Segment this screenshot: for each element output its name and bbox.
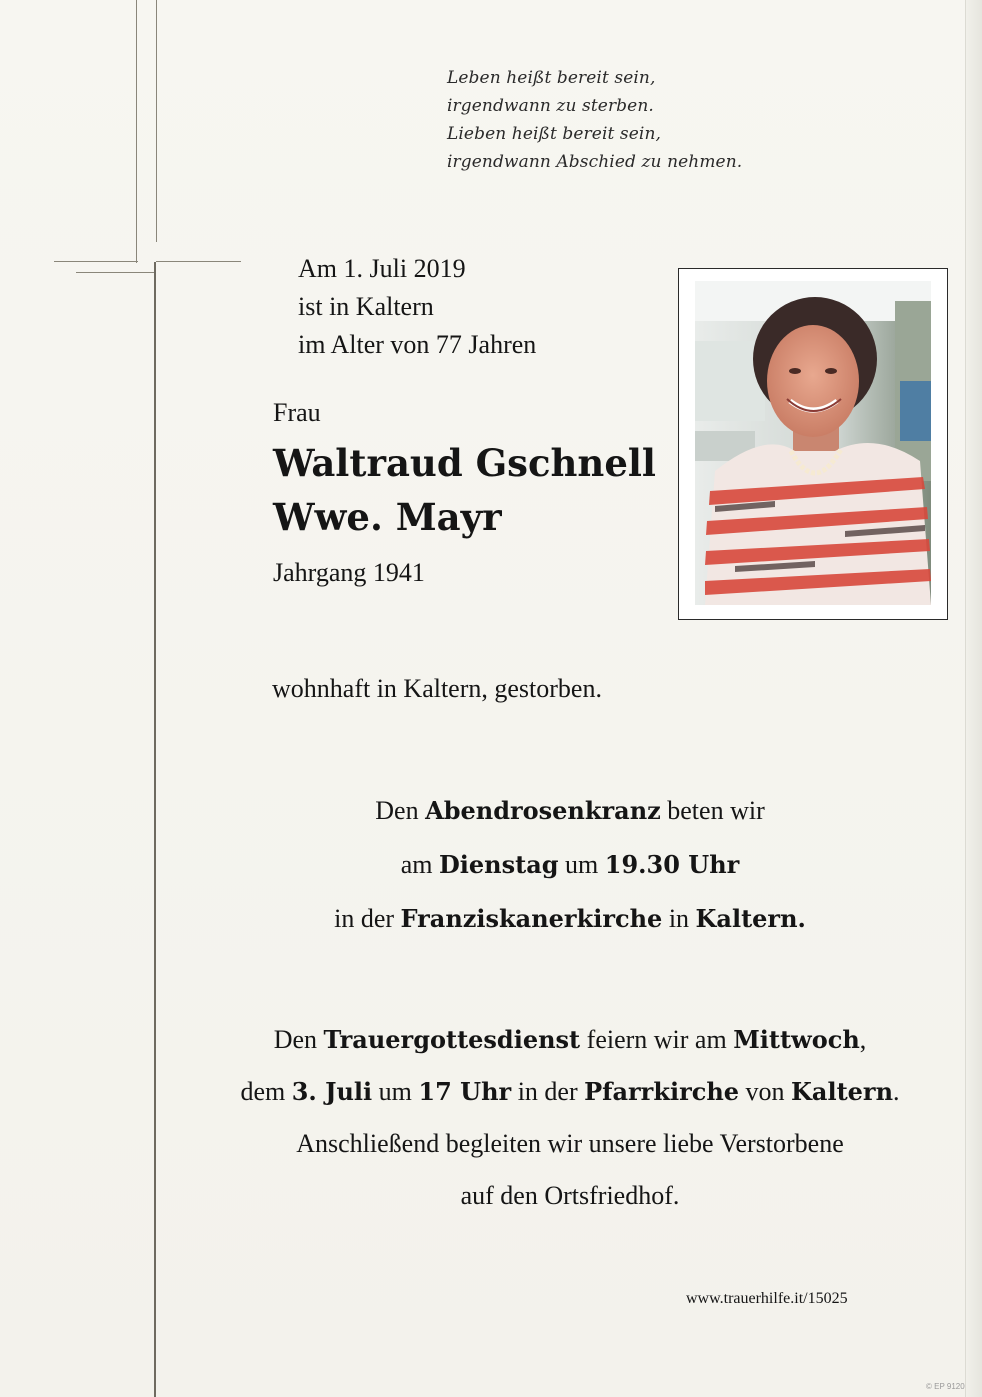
death-age: im Alter von 77 Jahren [298, 330, 537, 359]
mass-line-3: Anschließend begleiten wir unsere liebe Verstorbene [296, 1129, 844, 1158]
print-code: © EP 9120 [926, 1382, 965, 1391]
cross-vertical-right [156, 0, 157, 242]
rosary-time: 19.30 Uhr [604, 850, 740, 879]
mass-church: Pfarrkirche [584, 1077, 740, 1106]
paper-edge [965, 0, 982, 1397]
text: dem [240, 1077, 292, 1106]
text: in der [334, 904, 401, 933]
text: feiern wir am [580, 1025, 734, 1054]
cross-vertical-left [136, 0, 137, 263]
mass-line-4: auf den Ortsfriedhof. [460, 1181, 680, 1210]
mass-date: 3. Juli [291, 1077, 373, 1106]
rosary-church: Franziskanerkirche [400, 904, 663, 933]
mass-time: 17 Uhr [418, 1077, 512, 1106]
poem-line: Leben heißt bereit sein, [447, 68, 656, 88]
prayer-name: Abendrosenkranz [425, 796, 661, 825]
cross-horizontal-top [54, 261, 138, 262]
poem [447, 64, 787, 176]
text: Den [375, 796, 426, 825]
name-line-2: Wwe. Mayr [273, 495, 502, 539]
text: in [662, 904, 696, 933]
website-link[interactable]: www.trauerhilfe.it/15025 [686, 1290, 848, 1307]
death-place: ist in Kaltern [298, 292, 434, 321]
rosary-line-1 [200, 784, 940, 838]
name-line-1: Waltraud Gschnell [273, 441, 656, 485]
rosary-line-2 [200, 838, 940, 892]
rosary-line-3 [200, 892, 940, 946]
mass-town: Kaltern [791, 1077, 894, 1106]
text: , [859, 1025, 867, 1054]
rosary-town: Kaltern. [695, 904, 806, 933]
death-date: Am 1. Juli 2019 [298, 254, 466, 283]
text: um [372, 1077, 419, 1106]
salutation: Frau [273, 398, 321, 427]
death-info [298, 250, 536, 364]
text: von [739, 1077, 792, 1106]
service-name: Trauergottesdienst [323, 1025, 581, 1054]
funeral-mass-announcement [200, 1014, 940, 1222]
mass-line-1 [200, 1014, 940, 1066]
text: . [893, 1077, 900, 1106]
text: um [558, 850, 605, 879]
residence-text: wohnhaft in Kaltern, gestorben. [272, 674, 602, 703]
rosary-day: Dienstag [438, 850, 559, 879]
cross-horizontal-lower [76, 272, 154, 273]
portrait-photo [695, 281, 931, 605]
text: beten wir [660, 796, 765, 825]
poem-line: Lieben heißt bereit sein, [447, 124, 661, 144]
deceased-name [273, 436, 656, 544]
cross-vertical-lower [154, 262, 156, 1397]
mass-line-2 [200, 1066, 940, 1118]
portrait-frame [678, 268, 948, 620]
poem-line: irgendwann Abschied zu nehmen. [447, 152, 743, 172]
poem-line: irgendwann zu sterben. [447, 96, 654, 116]
birth-year: Jahrgang 1941 [273, 558, 425, 587]
rosary-announcement [200, 784, 940, 946]
cross-horizontal-right [156, 261, 241, 262]
mass-day: Mittwoch [733, 1025, 860, 1054]
text: in der [511, 1077, 585, 1106]
text: am [400, 850, 439, 879]
text: Den [273, 1025, 324, 1054]
